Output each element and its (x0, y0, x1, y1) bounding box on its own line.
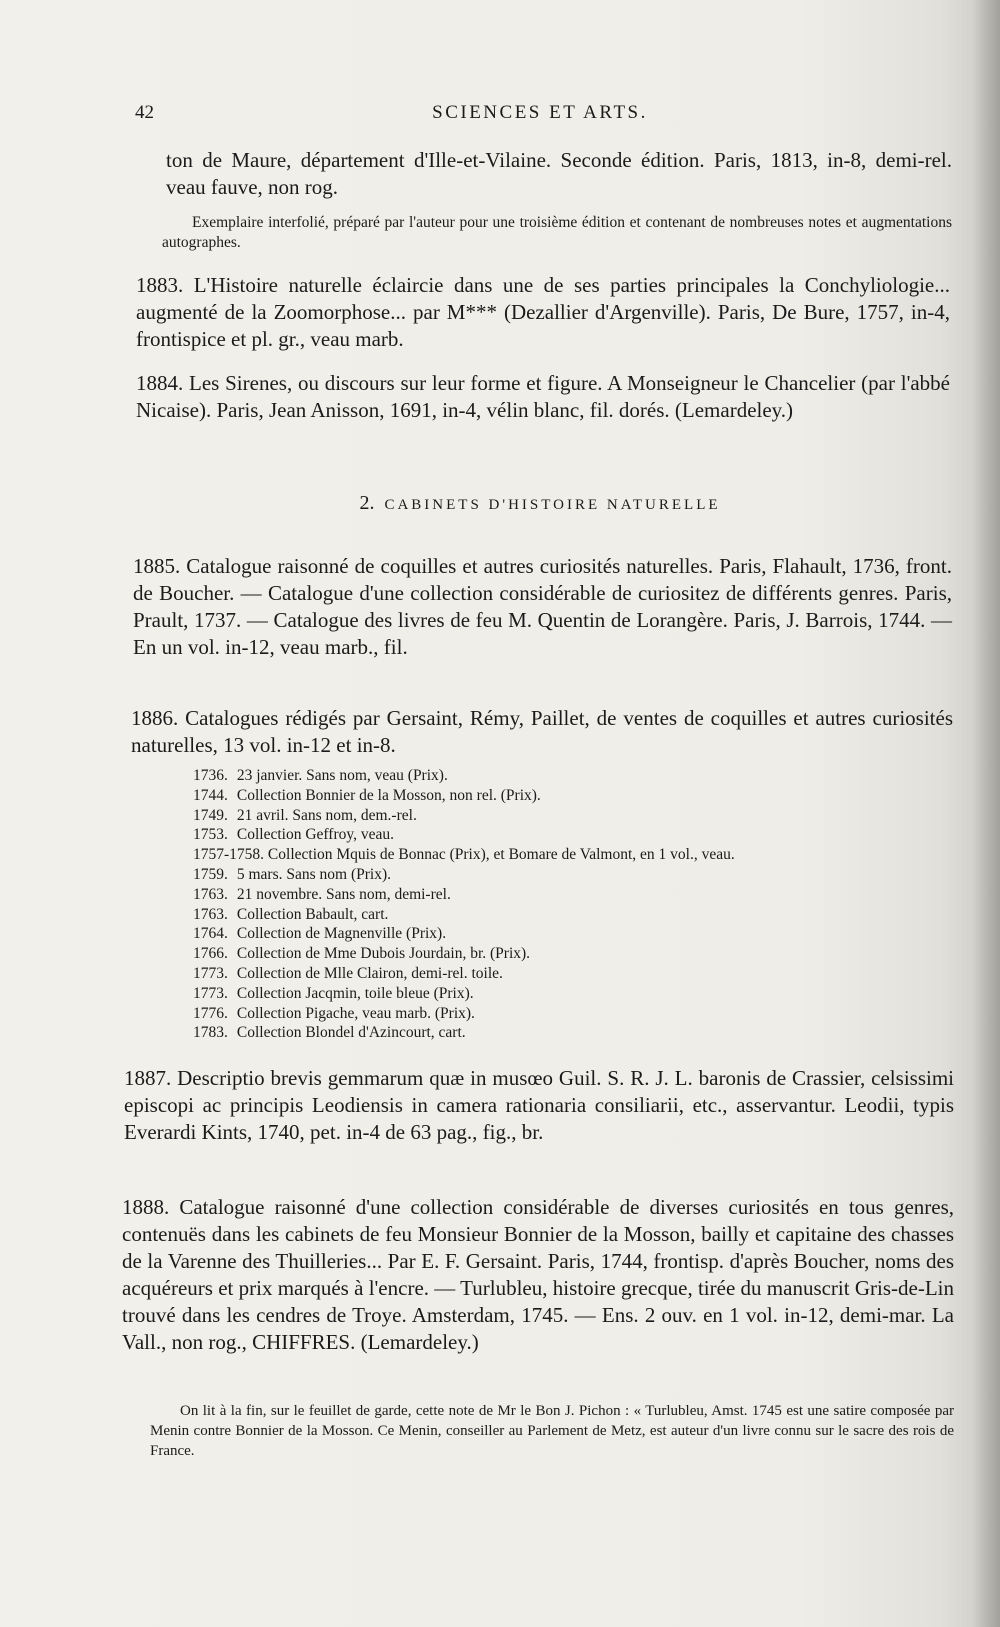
entry-1884 (136, 370, 950, 424)
running-title: SCIENCES ET ARTS. (432, 102, 648, 123)
section-title: CABINETS D'HISTOIRE NATURELLE (384, 497, 721, 513)
entry-1883 (136, 272, 950, 353)
entry-1888-note (150, 1401, 954, 1461)
list-item: 1759. 5 mars. Sans nom (Prix). (193, 865, 392, 883)
entry-continuation-text: ton de Maure, département d'Ille-et-Vilaine. Seconde édition. Paris, 1813, in-8, demi-rel. veau fauve, non rog. (166, 148, 952, 199)
list-item: 1783. Collection Blondel d'Azincourt, cart. (193, 1024, 466, 1042)
note-text: Exemplaire interfolié, préparé par l'auteur pour une troisième édition et contenant de nombreuses notes et augmentations autographes. (162, 214, 952, 251)
page-edge-shadow (972, 0, 1000, 1627)
list-item: 1773. Collection Jacqmin, toile bleue (Prix). (193, 984, 474, 1002)
list-item: 1773. Collection de Mlle Clairon, demi-rel. toile. (193, 964, 503, 982)
list-item: 1744. Collection Bonnier de la Mosson, non rel. (Prix). (193, 786, 541, 804)
entry-number: 1887. (124, 1066, 172, 1090)
list-item: 1749. 21 avril. Sans nom, dem.-rel. (193, 806, 417, 824)
entry-number: 1884. (136, 371, 184, 395)
page-header (130, 102, 950, 132)
list-item: 1764. Collection de Magnenville (Prix). (193, 925, 447, 943)
entry-text: Catalogues rédigés par Gersaint, Rémy, Paillet, de ventes de coquilles et autres curiosités naturelles, 13 vol. in-12 et in-8. (131, 706, 953, 757)
list-item: 1753. Collection Geffroy, veau. (193, 826, 394, 844)
list-item: 1776. Collection Pigache, veau marb. (Prix). (193, 1004, 475, 1022)
list-item: 1763. Collection Babault, cart. (193, 905, 389, 923)
sale-catalogue-list (193, 766, 953, 1043)
note-text: On lit à la fin, sur le feuillet de garde, cette note de Mr le Bon J. Pichon : « Turlubleu, Amst. 1745 est une satire composée par Menin contre Bonnier de la Mosson. Ce Menin, conseiller au Parlement de Metz, est auteur d'un livre connu sur le sacre des rois de France. (150, 1403, 954, 1459)
list-item: 1766. Collection de Mme Dubois Jourdain, br. (Prix). (193, 945, 531, 963)
list-item: 1763. 21 novembre. Sans nom, demi-rel. (193, 885, 451, 903)
entry-continuation (166, 147, 952, 201)
entry-1888 (122, 1194, 954, 1356)
list-item: 1757-1758. Collection Mquis de Bonnac (Prix), et Bomare de Valmont, en 1 vol., veau. (193, 846, 735, 864)
entry-1885 (133, 553, 952, 661)
entry-text: Descriptio brevis gemmarum quæ in musœo Guil. S. R. J. L. baronis de Crassier, celsissimi episcopi ac principis Leodiensis in camera rationaria consiliarii, etc., asservantur. Leodii, typis Everardi Kints, 1740, pet. in-4 de 63 pag., fig., br. (124, 1066, 954, 1144)
page-number: 42 (135, 102, 154, 123)
list-item: 1736. 23 janvier. Sans nom, veau (Prix). (193, 767, 448, 784)
entry-text: Les Sirenes, ou discours sur leur forme et figure. A Monseigneur le Chancelier (par l'abbé Nicaise). Paris, Jean Anisson, 1691, in-4, vélin blanc, fil. dorés. (Lemardeley.) (136, 371, 951, 422)
entry-number: 1886. (131, 706, 179, 730)
entry-number: 1888. (122, 1195, 170, 1219)
section-heading (130, 492, 950, 515)
entry-text: Catalogue raisonné d'une collection considérable de diverses curiosités en tous genres, contenuës dans les cabinets de feu Monsieur Bonnier de la Mosson, bailly et capitaine des chasses de la Varenne des Thuilleries... Par E. F. Gersaint. Paris, 1744, frontisp. d'après Boucher, noms des acquéreurs et prix marqués à l'encre. — Turlubleu, histoire grecque, tirée du manuscrit Gris-de-Lin trouvé dans les cendres de Troye. Amsterdam, 1745. — Ens. 2 ouv. en 1 vol. in-12, demi-mar. La Vall., non rog., CHIFFRES. (Lemardeley.) (122, 1195, 955, 1354)
entry-continuation-note (162, 213, 952, 253)
entry-number: 1885. (133, 554, 181, 578)
entry-text: Catalogue raisonné de coquilles et autres curiosités naturelles. Paris, Flahault, 1736, front. de Boucher. — Catalogue d'une collection considérable de curiositez de différents genres. Paris, Prault, 1737. — Catalogue des livres de feu M. Quentin de Lorangère. Paris, J. Barrois, 1744. — En un vol. in-12, veau marb., fil. (133, 554, 952, 659)
entry-1886 (131, 705, 953, 759)
entry-text: L'Histoire naturelle éclaircie dans une de ses parties principales la Conchyliologie... augmenté de la Zoomorphose... par M*** (Dezallier d'Argenville). Paris, De Bure, 1757, in-4, frontispice et pl. gr., veau marb. (136, 273, 950, 351)
section-number: 2. (359, 492, 375, 514)
entry-1887 (124, 1065, 954, 1146)
entry-number: 1883. (136, 273, 184, 297)
